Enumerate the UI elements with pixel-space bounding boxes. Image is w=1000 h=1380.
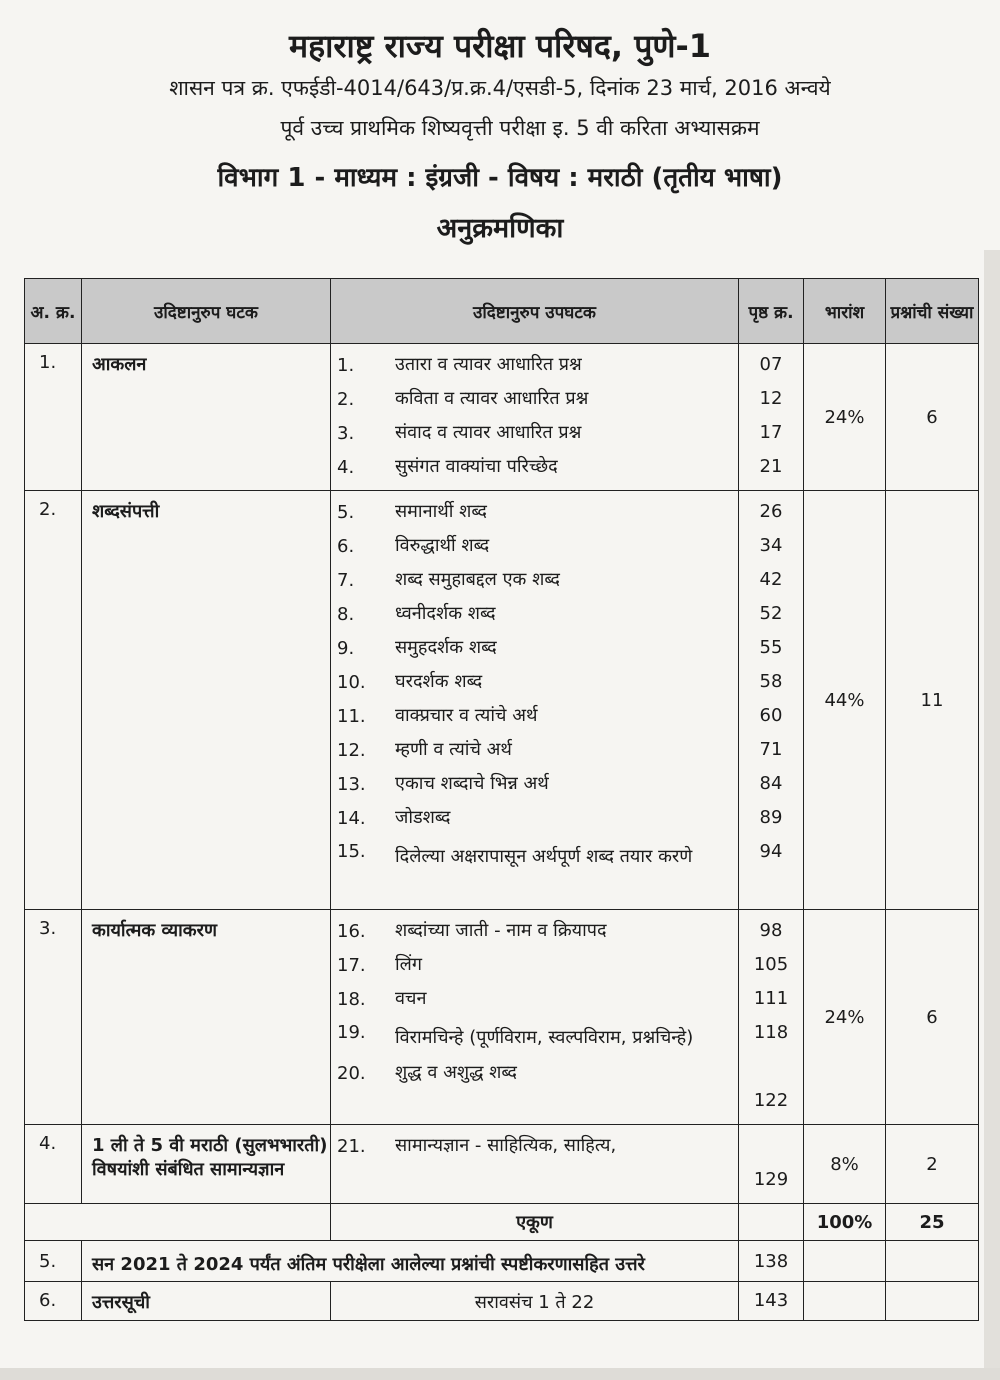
subtopic-number: 2. [337, 388, 355, 410]
section-row [25, 344, 979, 491]
section-number: 4. [25, 1125, 82, 1204]
subtopic-text: वाक्प्रचार व त्यांचे अर्थ [395, 705, 538, 726]
subtopic-number: 16. [337, 920, 366, 942]
subtopic-text: संवाद व त्यावर आधारित प्रश्न [395, 422, 582, 443]
total-label: एकूण [331, 1204, 739, 1241]
subtopic-number: 17. [337, 954, 366, 976]
total-question-count: 25 [886, 1204, 979, 1241]
total-weightage: 100% [804, 1204, 886, 1241]
subtopic-item [337, 914, 738, 948]
total-page-empty [739, 1204, 804, 1241]
page-edge-shadow [984, 250, 1000, 1370]
page-number: 138 [739, 1241, 804, 1282]
answers-text: सन 2021 ते 2024 पर्यंत अंतिम परीक्षेला आलेल्या प्रश्नांची स्पष्टीकरणासहित उत्तरे [82, 1241, 739, 1282]
total-empty-cell [25, 1204, 331, 1241]
subtopic-text: विरामचिन्हे (पूर्णविराम, स्वल्पविराम, प्रश्नचिन्हे) [395, 1027, 694, 1048]
government-letter-ref: शासन पत्र क्र. एफईडी-4014/643/प्र.क्र.4/एसडी-5, दिनांक 23 मार्च, 2016 अन्वये [169, 76, 831, 100]
subtopic-text: एकाच शब्दाचे भिन्न अर्थ [395, 773, 549, 794]
section-title: कार्यात्मक व्याकरण [82, 910, 331, 1125]
subtopic-number: 18. [337, 988, 366, 1010]
empty-cell [804, 1241, 886, 1282]
subtopic-item [337, 982, 738, 1016]
section-number: 3. [25, 910, 82, 1125]
table-header-row [25, 279, 979, 344]
section-weightage: 44% [804, 491, 886, 910]
subtopic-item [337, 767, 738, 801]
subtopic-number: 9. [337, 637, 355, 659]
subtopic-number: 1. [337, 354, 355, 376]
section-title: 1 ली ते 5 वी मराठी (सुलभभारती) विषयांशी संबंधित सामान्यज्ञान [82, 1125, 331, 1204]
page-number: 52 [759, 603, 783, 624]
section-row [25, 1125, 979, 1204]
subtopic-item [337, 563, 738, 597]
section-weightage: 24% [804, 344, 886, 491]
answers-row [25, 1241, 979, 1282]
subtopic-number: 7. [337, 569, 355, 591]
col-header-page: पृष्ठ क्र. [739, 279, 804, 344]
page-number: 17 [759, 422, 783, 443]
section-subject-line: विभाग 1 - माध्यम : इंग्रजी - विषय : मराठी (तृतीय भाषा) [217, 163, 783, 193]
subtopic-item [337, 348, 738, 382]
subtopic-list [331, 491, 739, 910]
subtopic-text: लिंग [395, 954, 422, 975]
page-number: 60 [759, 705, 783, 726]
subtopic-item [337, 529, 738, 563]
subtopic-text: दिलेल्या अक्षरापासून अर्थपूर्ण शब्द तयार करणे [395, 846, 693, 867]
page-number: 34 [759, 535, 783, 556]
subtopic-number: 13. [337, 773, 366, 795]
page-bottom-shadow [0, 1368, 1000, 1380]
section-weightage: 8% [804, 1125, 886, 1204]
subtopic-item [337, 1129, 738, 1163]
answer-key-title: उत्तरसूची [82, 1282, 331, 1321]
page-number: 111 [753, 988, 789, 1009]
page-number: 26 [759, 501, 783, 522]
section-title: आकलन [82, 344, 331, 491]
page-number: 42 [759, 569, 783, 590]
subtopic-text: शब्दांच्या जाती - नाम व क्रियापद [395, 920, 607, 941]
section-question-count: 6 [886, 344, 979, 491]
section-weightage: 24% [804, 910, 886, 1125]
page-number-list [739, 344, 804, 491]
page-number: 129 [753, 1169, 789, 1190]
subtopic-item [337, 835, 738, 875]
section-row [25, 910, 979, 1125]
col-header-sub: उदिष्टानुरुप उपघटक [331, 279, 739, 344]
subtopic-text: उतारा व त्यावर आधारित प्रश्न [395, 354, 582, 375]
subtopic-list [331, 910, 739, 1125]
subtopic-text: समानार्थी शब्द [395, 501, 487, 522]
subtopic-number: 20. [337, 1062, 366, 1084]
subtopic-number: 5. [337, 501, 355, 523]
subtopic-item [337, 597, 738, 631]
exam-syllabus-line: पूर्व उच्च प्राथमिक शिष्यवृत्ती परीक्षा इ. 5 वी करिता अभ्यासक्रम [280, 116, 760, 140]
subtopic-number: 6. [337, 535, 355, 557]
index-table [24, 278, 979, 1321]
subtopic-list [331, 1125, 739, 1204]
subtopic-item [337, 699, 738, 733]
subtopic-number: 21. [337, 1135, 366, 1157]
section-number: 1. [25, 344, 82, 491]
section-question-count: 2 [886, 1125, 979, 1204]
subtopic-text: घरदर्शक शब्द [395, 671, 483, 692]
page-number-list [739, 491, 804, 910]
council-title: महाराष्ट्र राज्य परीक्षा परिषद, पुणे-1 [288, 27, 712, 65]
empty-cell [804, 1282, 886, 1321]
subtopic-item [337, 665, 738, 699]
subtopic-number: 14. [337, 807, 366, 829]
subtopic-item [337, 1056, 738, 1090]
subtopic-item [337, 631, 738, 665]
page-number: 98 [759, 920, 783, 941]
subtopic-text: वचन [395, 988, 427, 1009]
page-number: 122 [753, 1090, 789, 1111]
page-number: 71 [759, 739, 783, 760]
subtopic-item [337, 382, 738, 416]
subtopic-number: 4. [337, 456, 355, 478]
col-header-count: प्रश्नांची संख्या [886, 279, 979, 344]
section-title: शब्दसंपत्ती [82, 491, 331, 910]
row-number: 5. [25, 1241, 82, 1282]
page-number-list [739, 910, 804, 1125]
col-header-weight: भारांश [804, 279, 886, 344]
subtopic-number: 12. [337, 739, 366, 761]
page-number: 118 [753, 1022, 789, 1043]
subtopic-text: कविता व त्यावर आधारित प्रश्न [395, 388, 589, 409]
subtopic-number: 8. [337, 603, 355, 625]
page-number-list [739, 1125, 804, 1204]
subtopic-item [337, 948, 738, 982]
subtopic-item [337, 416, 738, 450]
subtopic-text: शब्द समुहाबद्दल एक शब्द [395, 569, 560, 590]
subtopic-text: ध्वनीदर्शक शब्द [395, 603, 496, 624]
subtopic-item [337, 450, 738, 484]
page-number: 89 [759, 807, 783, 828]
subtopic-text: म्हणी व त्यांचे अर्थ [395, 739, 512, 760]
subtopic-text: समुहदर्शक शब्द [395, 637, 497, 658]
page-number: 55 [759, 637, 783, 658]
answer-key-text: सरावसंच 1 ते 22 [331, 1282, 739, 1321]
subtopic-number: 11. [337, 705, 366, 727]
page-number: 105 [753, 954, 789, 975]
col-header-no: अ. क्र. [25, 279, 82, 344]
page-number: 94 [759, 841, 783, 862]
total-row [25, 1204, 979, 1241]
subtopic-number: 3. [337, 422, 355, 444]
section-row [25, 491, 979, 910]
subtopic-item [337, 733, 738, 767]
page-number: 12 [759, 388, 783, 409]
section-question-count: 6 [886, 910, 979, 1125]
section-number: 2. [25, 491, 82, 910]
subtopic-text: शुद्ध व अशुद्ध शब्द [395, 1062, 517, 1083]
col-header-main: उदिष्टानुरुप घटक [82, 279, 331, 344]
empty-cell [886, 1241, 979, 1282]
subtopic-text: सुसंगत वाक्यांचा परिच्छेद [395, 456, 558, 477]
subtopic-item [337, 495, 738, 529]
subtopic-text: जोडशब्द [395, 807, 451, 828]
subtopic-list [331, 344, 739, 491]
page-number: 07 [759, 354, 783, 375]
page-number: 58 [759, 671, 783, 692]
index-heading: अनुक्रमणिका [436, 213, 564, 244]
subtopic-item [337, 801, 738, 835]
section-question-count: 11 [886, 491, 979, 910]
subtopic-number: 10. [337, 671, 366, 693]
page-number: 143 [739, 1282, 804, 1321]
page-number: 21 [759, 456, 783, 477]
subtopic-number: 19. [337, 1022, 366, 1043]
subtopic-number: 15. [337, 841, 366, 862]
page-number: 84 [759, 773, 783, 794]
row-number: 6. [25, 1282, 82, 1321]
answer-key-row [25, 1282, 979, 1321]
subtopic-text: विरुद्धार्थी शब्द [395, 535, 490, 556]
subtopic-text: सामान्यज्ञान - साहित्यिक, साहित्य, [395, 1135, 617, 1156]
empty-cell [886, 1282, 979, 1321]
subtopic-item [337, 1016, 738, 1056]
